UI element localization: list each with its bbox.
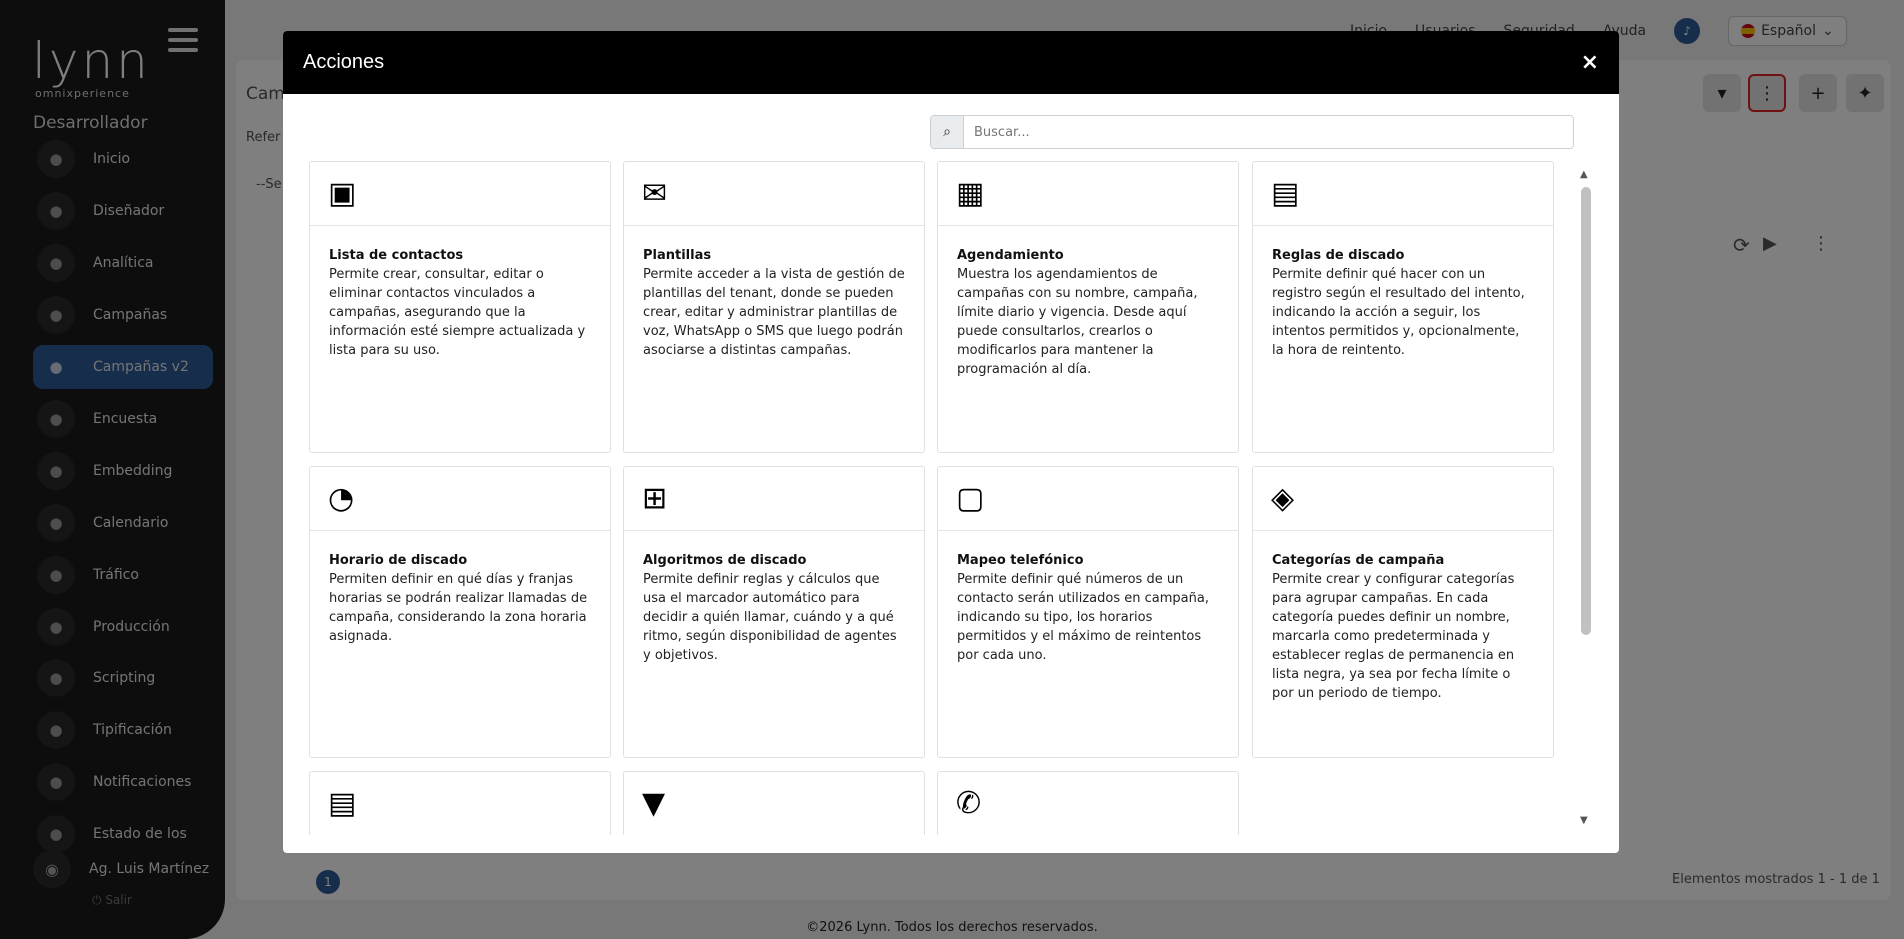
action-card-title: Reglas de discado bbox=[1272, 248, 1405, 263]
action-card-description: Permite definir reglas y cálculos que usa el marcador automático para decidir a quién llamar, cuándo y a qué ritmo, según disponibilidad de agentes y objetivos. bbox=[643, 572, 897, 663]
clipboard-dial-icon: ▤ bbox=[1253, 162, 1553, 226]
action-card[interactable] bbox=[1252, 466, 1554, 758]
modal-scrollbar[interactable] bbox=[1580, 169, 1592, 829]
action-card[interactable] bbox=[309, 161, 611, 453]
scroll-thumb[interactable] bbox=[1581, 187, 1591, 635]
action-card-description: Permite acceder a la vista de gestión de plantillas del tenant, donde se pueden crear, editar y administrar plantillas de voz, WhatsApp o SMS que luego podrán asociarse a distintas campañas. bbox=[643, 267, 905, 358]
action-card[interactable] bbox=[623, 771, 925, 835]
action-card[interactable] bbox=[623, 466, 925, 758]
sitemap-icon: ⊞ bbox=[624, 467, 924, 531]
clipboard-check-icon: ▤ bbox=[310, 772, 610, 835]
modal-header bbox=[283, 31, 1619, 94]
actions-grid bbox=[309, 161, 1569, 835]
action-card[interactable] bbox=[1252, 161, 1554, 453]
search-icon[interactable]: ⌕ bbox=[931, 116, 964, 148]
whatsapp-icon: ✆ bbox=[938, 772, 1238, 835]
action-card[interactable] bbox=[937, 161, 1239, 453]
action-card[interactable] bbox=[309, 466, 611, 758]
action-card-description: Permiten definir en qué días y franjas horarias se podrán realizar llamadas de campaña, considerando la zona horaria asignada. bbox=[329, 572, 588, 644]
action-card-title: Categorías de campaña bbox=[1272, 553, 1445, 568]
action-card-description: Permite definir qué hacer con un registro según el resultado del intento, indicando la acción a seguir, los intentos permitidos y, opcionalmente, la hora de reintento. bbox=[1272, 267, 1525, 358]
contact-book-icon: ▣ bbox=[310, 162, 610, 226]
action-card-description: Permite crear y configurar categorías para agrupar campañas. En cada categoría puedes definir un nombre, marcarla como predeterminada y establecer reglas de permanencia en lista negra, ya sea por fecha límite o por un periodo de tiempo. bbox=[1272, 572, 1515, 701]
clock-check-icon: ◔ bbox=[310, 467, 610, 531]
layers-icon: ◈ bbox=[1253, 467, 1553, 531]
scroll-down-icon[interactable]: ▼ bbox=[1580, 815, 1588, 826]
action-card-title: Horario de discado bbox=[329, 553, 468, 568]
modal-title: Acciones bbox=[303, 51, 385, 73]
address-book-icon: ▢ bbox=[938, 467, 1238, 531]
action-card-title: Algoritmos de discado bbox=[643, 553, 807, 568]
action-card-title: Lista de contactos bbox=[329, 248, 464, 263]
scroll-up-icon[interactable]: ▲ bbox=[1580, 169, 1588, 180]
calendar-icon: ▦ bbox=[938, 162, 1238, 226]
action-card-title: Agendamiento bbox=[957, 248, 1064, 263]
actions-modal bbox=[283, 31, 1619, 853]
action-card[interactable] bbox=[309, 771, 611, 835]
action-card[interactable] bbox=[937, 466, 1239, 758]
action-card-description: Muestra los agendamientos de campañas con su nombre, campaña, límite diario y vigencia. Desde aquí puede consultarlos, crearlos o modificarlos para mantener la programación al día. bbox=[957, 267, 1198, 377]
envelope-open-icon: ✉ bbox=[624, 162, 924, 226]
action-card-description: Permite crear, consultar, editar o eliminar contactos vinculados a campañas, asegurando que la información esté siempre actualizada y lista para su uso. bbox=[329, 267, 586, 358]
search-box bbox=[930, 115, 1574, 149]
action-card[interactable] bbox=[937, 771, 1239, 835]
filter-icon: ▼ bbox=[624, 772, 924, 835]
action-card-title: Plantillas bbox=[643, 248, 712, 263]
action-card-description: Permite definir qué números de un contacto serán utilizados en campaña, indicando su tipo, los horarios permitidos y el máximo de reintentos por cada uno. bbox=[957, 572, 1209, 663]
search-input[interactable] bbox=[964, 116, 1573, 148]
action-card-title: Mapeo telefónico bbox=[957, 553, 1084, 568]
close-icon[interactable]: × bbox=[1580, 50, 1599, 75]
action-card[interactable] bbox=[623, 161, 925, 453]
